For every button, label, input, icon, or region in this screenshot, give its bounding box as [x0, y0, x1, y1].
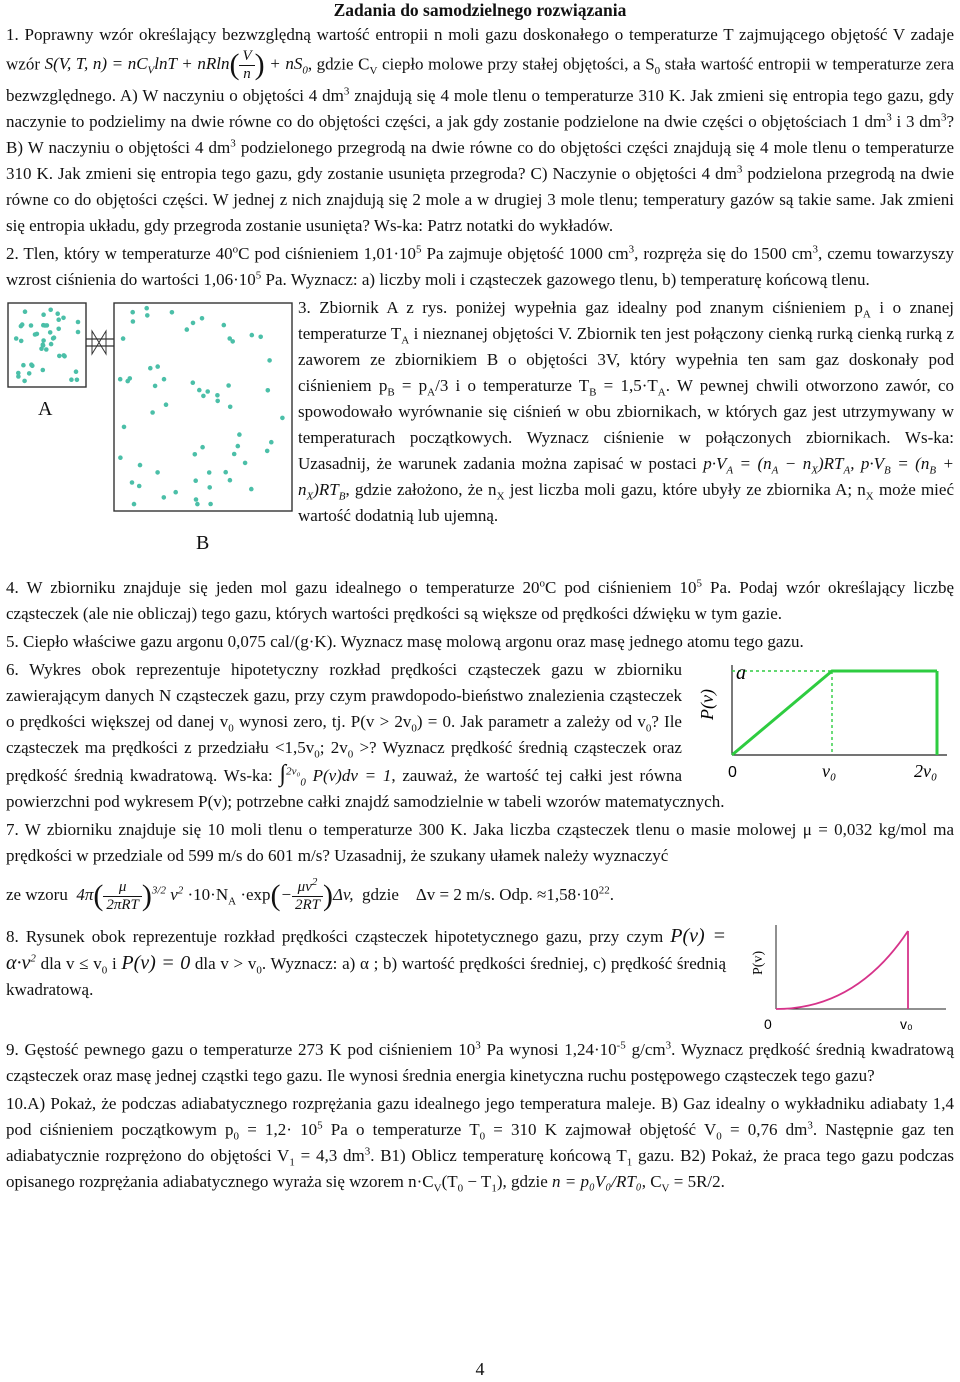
gas-particle	[76, 320, 81, 325]
gas-particle	[150, 410, 155, 415]
gas-particle	[41, 368, 46, 373]
page-title: Zadania do samodzielnego rozwiązania	[333, 0, 627, 20]
gas-particle	[57, 354, 62, 359]
entropy-formula: S(V, T, $n) = nC_V\ln T + nRln$( $\frac{V}{n}$ ) + $nS_0$	[44, 48, 308, 82]
task-6: P(v) a 0 v₀ 2v₀ 6. Wykres obok reprezentuje hipotetyczny rozkład prędkości cząsteczek gazu w zbiorniku zawierającym danych N cząsteczek gazu, przy czym prawdopodo-bieństwo znalezienia cząsteczek o prędkości większej od danej $v_0$ wynosi zero, tj. $P(v > 2v_0) = 0$. Jak parametr a zależy od $v_0$? Ile cząsteczek ma prędkości z przedziału $<1,5v_0$; $2v_0$ >? Wyznacz prędkość średnią cząsteczek oraz prędkość średnią kwadratową. Ws-ka: ∫$^{2v_0}_0$ P(v)dv = 1, zauważ, że wartość tej całki jest równa powierzchni pod wykresem P(v); potrzebne całki znajdź samodzielnie w tabeli wzorów matematycznych.	[6, 657, 954, 815]
gas-particle	[138, 463, 143, 468]
gas-particle	[230, 339, 235, 344]
task-7-formula: ze wzoru 4π( $\frac{\mu}{\text{2πRT}}$ )$^{3/2}$ $v^2 \cdot 10\cdot N_A \cdot\exp(-$ $\frac{\mu v^2}{2RT}$ )Δv, gdzie Δv = 2 m/s. Odp. $\approx 1,58\cdot 10^{22}$.	[6, 875, 614, 913]
tanks-figure	[6, 301, 298, 573]
parabola-graph	[736, 923, 954, 1035]
tank-b-label: B	[196, 532, 210, 554]
gas-particle	[243, 461, 248, 466]
gas-particle	[125, 379, 130, 384]
gas-particle	[33, 332, 38, 337]
gas-particle	[208, 502, 213, 507]
svg-text:P(v): P(v)	[751, 950, 766, 975]
gas-particle	[193, 452, 198, 457]
gas-particle	[29, 362, 34, 367]
gas-particle	[19, 339, 24, 344]
task-3: A B 3. Zbiornik A z rys. poniżej wypełnia gaz idealny pod znanym ciśnieniem $p_A$ i o znanej temperaturze $T_A$ i nieznanej objętości V. Zbiornik ten jest połączony cienką rurką cienką rurką z zaworem ze zbiornikiem B o objętości 3V, który wypełnia ten sam gaz doskonały pod ciśnieniem $p_B = p_A/3$ i o temperaturze $T_B = 1,5\cdot T_A$. W pewnej chwili otworzono zawór, co spowodowało wyrównanie się ciśnień w obu zbiornikach, w których gaz jest utrzymywany w temperaturach początkowych. Wyznacz ciśnienie w połączonych zbiornikach. Ws-ka: Uzasadnij, że warunek zadania można zapisać w postaci $p\cdot V_A = (n_A - n_X)RT_A$, $p\cdot V_B = (n_B + n_X)RT_B$, gdzie założono, że $n_X$ jest liczba moli gazu, które ubyły ze zbiornika A; $n_X$ może mieć wartość dodatnią lub ujemną.	[6, 295, 954, 573]
gas-particle	[201, 394, 206, 399]
gas-particle	[191, 380, 196, 385]
svg-text:v₀: v₀	[900, 1016, 913, 1032]
gas-particle	[56, 317, 61, 322]
gas-particle	[130, 310, 135, 315]
gas-particle	[43, 323, 48, 328]
document-page	[6, 0, 954, 1195]
gas-particle	[76, 330, 81, 335]
task-9: 9. Gęstość pewnego gazu o temperaturze 273 K pod ciśnieniem $10^3$ Pa wynosi $1,24\cdot 10^{-5}$ $g/cm^3$. Wyznacz prędkość średnią kwadratową cząsteczek oraz masę jednej cząstki tego gazu. Ile wynosi średnia energia kinetyczna ruchu postępowego cząsteczek tego gazu?	[6, 1039, 954, 1085]
gas-particle	[173, 490, 178, 495]
gas-particle	[205, 389, 210, 394]
gas-particle	[14, 336, 19, 341]
gas-particle	[118, 455, 123, 460]
task-10: 10.A) Pokaż, że podczas adiabatycznego rozprężania gazu idealnego jego temperatura maleje. B) Gaz idealny o wykładniku adiabaty 1,4 pod ciśnieniem początkowym $p_0 = 1,2\cdot 10^5$ Pa o temperaturze $T_0 = 310$ K zajmował objętość $V_0 = 0,76$ $dm^3$. Następnie gaz ten adiabatycznie rozprężono do objętości $V_1 = 4,3$ $dm^3$. B1) Oblicz temperaturę końcową $T_1$ gazu. B2) Pokaż, że praca tego gazu podczas opisanego rozprężania adiabatycznego wyraża się wzorem $n\cdot C_V(T_0 - T_1)$, gdzie n = p₀V₀/RT₀, $C_V = 5R/2$.	[6, 1094, 955, 1195]
gas-particle	[267, 358, 272, 363]
gas-particle	[41, 312, 46, 317]
gas-particle	[223, 470, 228, 475]
task-1: 1. Poprawny wzór określający bezwzględną wartość entropii n moli gazu doskonałego o temperaturze T zajmującego objętość V zadaje wzór S(V, T, $n) = nC_V\ln T + nRln$( $\frac{V}{n}$ ) + $nS_0$, gdzie $C_V$ ciepło molowe przy stałej objętości, a $S_0$ stała wartość entropii w temperaturze zera bezwzględnego. A) W naczyniu o objętości 4 $dm^3$ znajdują się 4 mole tlenu o temperaturze 310 K. Jak zmieni się entropia tego gazu, gdy naczynie to podzielimy na dwie równe co do objętości części, a jak gdy zostanie podzielone na dwie części o objętościach 1 $dm^3$ i 3 $dm^3$? B) W naczyniu o objętości 4 $dm^3$ podzielonego przegrodą na dwie równe co do objętości części znajdują się 4 mole tlenu o temperaturze 310 K. Jak zmieni się entropia tego gazu, gdy zostanie usunięta przegroda? C) Naczynie o objętości 4 $dm^3$ podzielona przegrodą na dwie równe co do objętości części. W jednej z nich znajdują się 2 mole a w drugiej 3 mole tlenu; temperatury gazów są takie same. Jak zmieni się entropia układu, gdy przegroda zostanie usunięta? Ws-ka: Patrz notatki do wykładów.	[6, 25, 955, 235]
gas-particle	[21, 363, 26, 368]
task-4: 4. W zbiorniku znajduje się jeden mol gazu idealnego o temperaturze 20$^o$C pod ciśnieniem $10^5$ Pa. Podaj wzór określający liczbę cząsteczek (ale nie obliczaj) tego gazu, których wartości prędkości są większe od prędkości dźwięku w tym gazie.	[6, 577, 955, 623]
page-number: 4	[475, 1359, 485, 1379]
distribution-figure-8	[736, 923, 954, 1035]
svg-text:0: 0	[728, 764, 737, 781]
gas-particle	[144, 306, 149, 311]
gas-particle	[75, 378, 80, 383]
gas-particle	[148, 366, 153, 371]
gas-particle	[153, 384, 158, 389]
task-8: P(v) 0 v₀ 8. Rysunek obok reprezentuje rozkład prędkości cząsteczek hipotetycznego gazu, przy czym $P(v) = \alpha\cdot v^2$ dla $v \le v_0$ i P(v) = 0 dla $v > v_0$. Wyznacz: a) α ; b) wartość prędkości średniej, c) prędkość średnią kwadratową.	[6, 923, 954, 1035]
gas-particle	[237, 432, 242, 437]
gas-particle	[228, 478, 233, 483]
gas-particle	[249, 487, 254, 492]
gas-particle	[207, 485, 212, 490]
gas-particle	[41, 342, 46, 347]
gas-particle	[258, 335, 263, 340]
gas-particle	[191, 321, 196, 326]
distribution-figure-6	[692, 659, 954, 781]
gas-particle	[62, 353, 67, 358]
gas-particle	[222, 323, 227, 328]
gas-particle	[118, 377, 123, 382]
gas-particle	[162, 495, 167, 500]
gas-particle	[236, 444, 241, 449]
gas-particle	[29, 323, 34, 328]
gas-particle	[55, 311, 60, 316]
gas-particle	[44, 347, 49, 352]
gas-particle	[155, 364, 160, 369]
gas-particle	[155, 470, 160, 475]
svg-text:P(v): P(v)	[697, 689, 717, 720]
gas-particle	[195, 502, 200, 507]
gas-particle	[48, 308, 53, 313]
gas-particle	[269, 440, 274, 445]
gas-particle	[197, 388, 202, 393]
gas-particle	[122, 425, 127, 430]
gas-particle	[250, 333, 255, 338]
svg-text:2v₀: 2v₀	[914, 761, 938, 781]
gas-particle	[20, 322, 25, 327]
gas-particle	[74, 369, 79, 374]
gas-particle	[137, 484, 142, 489]
svg-text:a: a	[736, 662, 746, 684]
uniform-ramp-graph	[692, 659, 954, 781]
gas-particle	[69, 377, 74, 382]
svg-text:v₀: v₀	[822, 761, 837, 781]
gas-particle	[170, 310, 175, 315]
normalization-integral: ∫$^{2v_0}_0$ P(v)dv = 1	[279, 761, 392, 789]
gas-particle	[164, 402, 169, 407]
gas-particle	[215, 399, 220, 404]
gas-particle	[22, 379, 27, 384]
gas-particle	[228, 405, 233, 410]
gas-particle	[52, 335, 57, 340]
task-2: 2. Tlen, który w temperaturze 40$^o$C pod ciśnieniem $1,01\cdot 10^5$ Pa zajmuje objętość 1000 $cm^3$, rozpręża się do 1500 $cm^3$, czemu towarzyszy wzrost ciśnienia do wartości $1,06\cdot 10^5$ Pa. Wyznacz: a) liczby moli i cząsteczek gazowego tlenu, b) temperaturę końcową tlenu.	[6, 243, 954, 289]
gas-particle	[121, 336, 126, 341]
tanks-diagram	[6, 301, 298, 573]
gas-particle	[27, 371, 32, 376]
task-7: 7. W zbiorniku znajduje się 10 moli tlenu o temperaturze 300 K. Jaka liczba cząsteczek tlenu o masie molowej μ = 0,032 kg/mol ma prędkości w przedziale od 599 m/s do 601 m/s? Uzasadnij, że szukany ułamek należy wyznaczyć	[6, 820, 954, 865]
gas-particle	[266, 388, 271, 393]
gas-particle	[16, 374, 21, 379]
gas-particle	[132, 502, 137, 507]
gas-particle	[130, 480, 135, 485]
svg-text:0: 0	[764, 1016, 772, 1032]
gas-particle	[39, 346, 44, 351]
gas-particle	[48, 330, 53, 335]
gas-particle	[207, 470, 212, 475]
gas-particle	[215, 393, 220, 398]
gas-particle	[145, 313, 150, 318]
gas-particle	[226, 383, 231, 388]
gas-particle	[41, 338, 46, 343]
gas-particle	[200, 316, 205, 321]
gas-particle	[232, 452, 237, 457]
gas-particle	[162, 377, 167, 382]
gas-particle	[265, 449, 270, 454]
gas-particle	[61, 316, 66, 321]
gas-particle	[49, 342, 54, 347]
tank-a-label: A	[38, 398, 53, 420]
gas-particle	[200, 445, 205, 450]
task-5: 5. Ciepło właściwe gazu argonu 0,075 cal/(g·K). Wyznacz masę molową argonu oraz masę jednego atomu tego gazu.	[6, 632, 804, 651]
gas-particle	[193, 478, 198, 483]
gas-particle	[23, 309, 28, 314]
gas-particle	[56, 327, 61, 332]
gas-particle	[280, 416, 285, 421]
gas-particle	[185, 327, 190, 332]
gas-particle	[194, 497, 199, 502]
gas-particle	[131, 319, 136, 324]
